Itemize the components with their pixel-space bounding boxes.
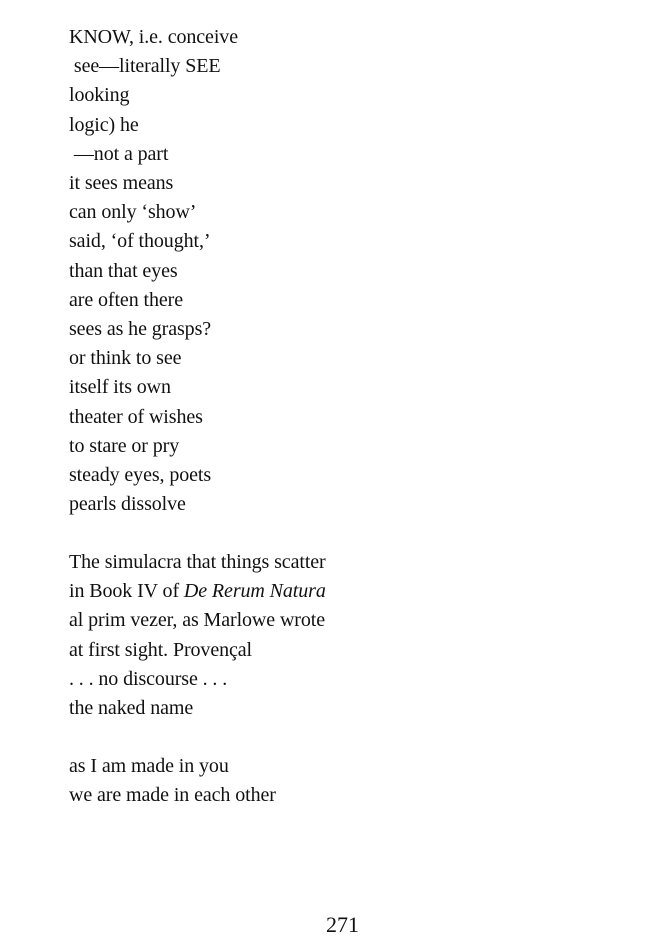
poem-line: we are made in each other	[69, 784, 276, 807]
poem-line: The simulacra that things scatter	[69, 551, 326, 573]
poem-line: to stare or pry	[69, 434, 180, 457]
book-title: De Rerum Natura	[183, 580, 326, 603]
poem-line: theater of wishes	[69, 405, 203, 428]
stanza-2	[69, 548, 326, 723]
poem-line: . . . no discourse . . .	[69, 667, 228, 690]
poem-line: itself its own	[69, 376, 171, 399]
stanza-1	[69, 23, 238, 519]
poem-line: are often there	[69, 288, 183, 311]
poem-line: steady eyes, poets	[69, 464, 212, 487]
poem-line: pearls dissolve	[69, 493, 186, 516]
page-number: 271	[326, 912, 359, 937]
poem-line: —not a part	[69, 142, 169, 165]
poem-line	[69, 577, 326, 606]
poem-line: it sees means	[69, 172, 174, 195]
poem-line: as I am made in you	[69, 755, 229, 777]
poem-line: than that eyes	[69, 259, 178, 282]
poem-line: can only ‘show’	[69, 201, 197, 224]
poem-line-text: in Book IV of	[69, 580, 184, 603]
poem-line: see—literally SEE	[69, 55, 221, 78]
poem-line: at first sight. Provençal	[69, 638, 253, 661]
poem-line: logic) he	[69, 113, 139, 136]
poem-line: looking	[69, 84, 130, 107]
stanza-3	[69, 752, 276, 810]
poem-line: the naked name	[69, 697, 194, 720]
poem-line: said, ‘of thought,’	[69, 230, 211, 253]
poem-line: al prim vezer, as Marlowe wrote	[69, 609, 325, 632]
poem-line: or think to see	[69, 347, 182, 370]
poem-line: KNOW, i.e. conceive	[69, 26, 238, 48]
poem-line: sees as he grasps?	[69, 318, 212, 341]
